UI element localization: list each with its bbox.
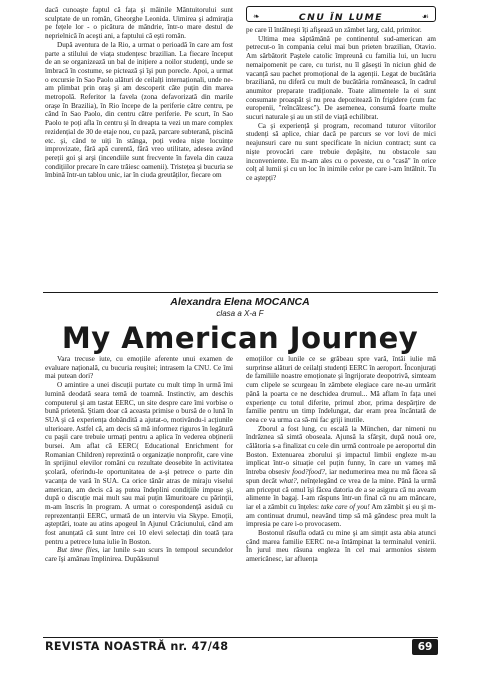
italic-phrase: take care of you!	[320, 502, 370, 511]
footer-divider	[43, 637, 438, 638]
paragraph	[246, 425, 436, 529]
paragraph-text: , iar lunile s-au scurs în tempoul secundelor care îşi amânau împlinirea. Dupăăsunul	[45, 546, 233, 564]
section-divider	[43, 292, 438, 293]
top-right-column	[246, 26, 436, 183]
paragraph: Ultima mea săptămână pe continentul sud-american am petrecut-o în compania celui mai bun prieten brazilian, Otavio. Am sărbătorit Paştele catolic împreună cu familia lui, un lucru nemaipomenit pe care, cu turist, nu îl găseşti în niciun ghid de vacanță sau pachet promoțional de la agenții. Legat de bucătăria braziliană, nu diferă cu mult de bucătăria românească, în cadrul anumitor preparate tradiționale. Toate alimentele la ei sunt consumate proaspăt şi nu prea depozitează în frigidere (cum fac europenii, "reîncălzesc"). De asemenea, consumă foarte multe sucuri naturale şi au un stil de viață echilibrat.	[246, 34, 436, 122]
page-number: 69	[412, 639, 438, 655]
paragraph: Ca şi experiență şi program, recomand tuturor viitorilor studenți să aplice, chiar dacă pe parcurs se vor lovi de mici neajunsuri care nu sunt specificate în niciun contract; sunt ca niște provocări care trebuie depăşite, nu obstacole sau inconveniente. Eu m-am ales cu o poveste, cu o "casă" în orice colț al lumii şi cu un loc în inimile celor pe care i-am întâlnit. Tu ce aştepți?	[246, 121, 436, 182]
article-left-column	[45, 355, 233, 564]
paragraph-text: , iar nedumerirea mea nu mă făcea să spun decât	[246, 468, 436, 485]
paragraph	[45, 546, 233, 563]
article-title: My American Journey	[61, 321, 419, 355]
paragraph-text: Zborul a fost lung, cu escală la München, dar nimeni nu îndrăznea să simtă oboseala. Ajunsă la sfârşit, după nouă ore, călătoria s-a finalizat cu cele din urmă controale pe aeroportul din Boston. Extenuarea zborului şi impactul limbii engleze m-au implicat într-o situație cel puțin funny, în care un vameş mă întreba obsesiv	[246, 424, 436, 477]
decorative-swirl-left-icon: ❧	[253, 12, 260, 21]
paragraph: dacă cunoaşte faptul că fața şi mâinile Mântuitorului sunt sculptate de un român, Gheorghe Leonida. Uimirea şi admirația pe fețele lor - o picătura de mândrie, într-o mare destul de neprielnică în aceşti ani, a faptului că eşti român.	[45, 6, 233, 41]
italic-phrase: what?	[279, 476, 297, 485]
paragraph-text: Am zâmbit şi eu şi m-am continuat drumul, neavând timp să mă gândesc prea mult la impresia pe care i-o provocasem.	[246, 502, 436, 529]
paragraph: Bostonul răsufla odată cu mine şi am simțit asta abia atunci când marea familie EERC ne-a întâmpinat la terminalul venirii. În jurul meu răsuna engleza în cel mai armonios sistem americănesc, iar afluența	[246, 529, 436, 564]
author-class: clasa a X-a F	[216, 309, 264, 318]
paragraph: emoțiilor cu lunile ce se grăbeau spre vară, întâi iulie mă surprinse alături de ceilalți studenți EERC în aeroport. Înconjurați de familiile noastre emoționate şi îngrijorate deopotrivă, simteam cum clipele se scurgeau în zâmbete elegiace care ne-au urmărit până la poarta ce ne deschidea drumul... Mă aflam în fața unei experiențe cu totul diferite, primul zbor, prima despărțire de familie pentru un timp îndelungat, dar eram prea încântată de ceea ce va urma ca să-mi fac griji inutile.	[246, 355, 436, 424]
journal-footer: REVISTA NOASTRĂ nr. 47/48	[45, 640, 229, 653]
paragraph: Vara trecuse iute, cu emoțiile aferente unui examen de evaluare națională, cu bucuria reuşitei; intrasem la CNU. Ce îmi mai putean dori?	[45, 355, 233, 381]
paragraph-text: , neînțelegând ce vrea de la mine. Până la urmă am priceput că omul îşi făcea datoria de a se asigura că nu aveam alimente în bagaj. I-am răspuns într-un final că nu am mâncare, iar el a zâmbit cu înțeles:	[246, 476, 436, 511]
decorative-swirl-right-icon: ☙	[421, 12, 429, 21]
article-right-column	[246, 355, 436, 564]
section-banner	[246, 6, 436, 22]
paragraph: pe care îl întâlneşti îți afişează un zâmbet larg, cald, primitor.	[246, 26, 422, 34]
italic-phrase: food?food?	[292, 468, 326, 477]
paragraph: După aventura de la Rio, a urmat o perioadă în care am fost parte a stilului de viața studențesc brazilian. La fiecare început de an se organizează un bal de inițiere a noilor studenți, unde se îmbracă în costume, se pictează şi îşi pun porecle. Apoi, a urmat o excursie în Sao Paolo alături de ceilalți internaționali, unde ne-am plimbat prin oraş şi am descoperit căte puțin din marea metropolă. Referitor la favela (zona defavorizată din marile oraşe în Brazilia), în Rio începe de la periferie către centru, pe când în Sao Paolo, din centru către periferie. Pe scurt, în Sao Paolo te poți afla în centru şi în dreapta ta vezi un mare complex rezidențial de 30 de etaje nou, cu pază, parcare subterană, piscină etc. şi, când te uiți în stânga, poți vedea niște locuințe improvizate, fără apă curentă, fără vreo utilitate, adesea având pereții goi şi arşi (incendiile sunt frecvente în favela din cauza condițiilor precare în care trăiesc oamenii). Tristețea şi bucuria se îmbină într-un tablou unic, iar în ciuda greutăților, fiecare om	[45, 40, 234, 180]
section-banner-text: CNU ÎN LUME	[298, 12, 384, 23]
top-left-column	[45, 6, 233, 180]
author-name: Alexandra Elena MOCANCA	[170, 296, 310, 308]
italic-phrase: But time flies	[57, 546, 98, 555]
paragraph: O amintire a unei discuții purtate cu mult timp în urmă îmi lumină deodată seara temă de toamnă. Instinctiv, am deschis computerul şi am tastat EERC, un site despre care îmi vorbise o bună prietenă. Ştiam doar că aceasta primise o bursă de o lună în SUA şi că experiența dobândită a ajutat-o, motivându-i acțiunile ulterioare. Astfel că, am decis să mă informez riguros în legătură cu paşii care trebuie urmați pentru a aplica în vederea obținerii bursei. Am aflat că EERC( Educational Enrichment for Romanian Children) reprezintă o organizație nonprofit, care vine în sprijinul elevilor români cu rezultate deosebite în activitatea şcolară, oferindu-le oportunitatea de a-şi petrece o parte din vacanța de vară în SUA. Ca orice tânăr atras de miraju viselui american, am decis că aş putea îndeplini condițiile impuse şi, după o discuție mai mult sau mai puțin lămuritoare cu părinții, m-am înscris în program. A urmat o corespondență asiduă cu reprezentanții EERC, urmată de un interviu via Skype. Emoții, aşteptări, toate au atins apogeul în Ajunul Crăciunului, când am fost anunțată că sunt între cei 10 elevi selectați din toată țara pentru a petrece luna iulie în Boston.	[45, 381, 233, 546]
